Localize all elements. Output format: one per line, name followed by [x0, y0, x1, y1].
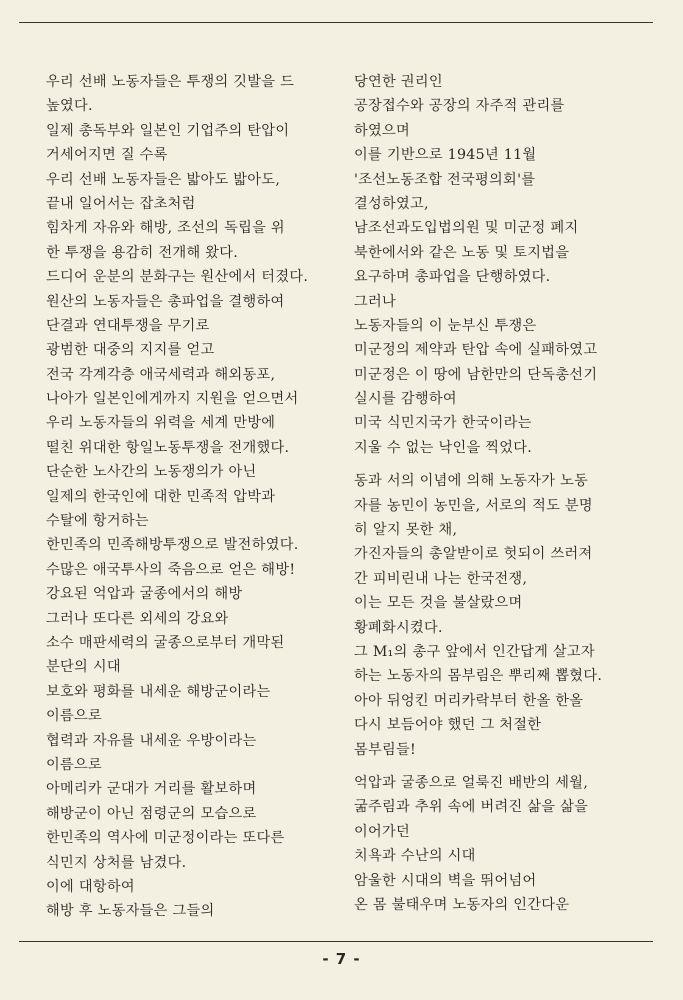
text-line: 수탈에 항거하는: [46, 513, 149, 530]
text-line: 한민족의 민족해방투쟁으로 발전하였다.: [46, 537, 299, 554]
text-line: 몸부림들!: [354, 741, 417, 758]
right-column: [354, 70, 644, 917]
text-line: 아메리카 군대가 거리를 활보하며: [46, 781, 257, 798]
paragraph-gap: [354, 762, 644, 771]
text-line: 우리 선배 노동자들은 밟아도 밟아도,: [46, 171, 281, 188]
text-line: 치욕과 수난의 시대: [354, 848, 476, 865]
text-line: 그러나 또다른 외세의 강요와: [46, 610, 229, 627]
paragraph-gap: [354, 460, 644, 469]
paragraph: [354, 290, 644, 461]
text-line: 단순한 노사간의 노동쟁의가 아닌: [46, 464, 257, 481]
text-line: 수많은 애국투사의 죽음으로 얻은 해방!: [46, 561, 296, 578]
text-line: 남조선과도입법의원 및 미군정 폐지: [354, 220, 579, 237]
text-line: 힘차게 자유와 해방, 조선의 독립을 위: [46, 220, 285, 237]
text-line: 일제의 한국인에 대한 민족적 압박과: [46, 488, 276, 505]
text-line: 강요된 억압과 굴종에서의 해방: [46, 586, 243, 603]
text-line: 보호와 평화를 내세운 해방군이라는: [46, 683, 271, 700]
text-line: 공장접수와 공장의 자주적 관리를: [354, 98, 565, 115]
text-line: 해방군이 아닌 점령군의 모습으로: [46, 805, 257, 822]
text-line: 노동자들의 이 눈부신 투쟁은: [354, 317, 537, 334]
text-line: 원산의 노동자들은 총파업을 결행하여: [46, 293, 285, 310]
paragraph: [354, 469, 644, 762]
text-line: 지울 수 없는 낙인을 찍었다.: [354, 439, 533, 456]
text-line: 드디어 운분의 분화구는 원산에서 터졌다.: [46, 269, 309, 286]
text-line: 실시를 감행하여: [354, 391, 457, 408]
text-line: 미군정은 이 땅에 남한만의 단독총선기: [354, 366, 598, 383]
page-number: - 7 -: [322, 950, 361, 968]
text-line: 암울한 시대의 벽을 뛰어넘어: [354, 872, 537, 889]
text-line: 이는 모든 것을 불살랐으며: [354, 595, 523, 612]
text-line: 한 투쟁을 용감히 전개해 왔다.: [46, 244, 239, 261]
text-line: 이름으로: [46, 708, 103, 725]
text-line: 떨친 위대한 항일노동투쟁을 전개했다.: [46, 439, 290, 456]
text-line: 굶주림과 추위 속에 버려진 삶을 삶을: [354, 799, 589, 816]
text-line: '조선노동조합 전국평의회'를: [354, 171, 536, 188]
text-line: 우리 노동자들의 위력을 세계 만방에: [46, 415, 276, 432]
text-line: 그 M₁의 총구 앞에서 인간답게 살고자: [354, 643, 595, 660]
text-line: 북한에서와 같은 노동 및 토지법을: [354, 244, 570, 261]
text-line: 높였다.: [46, 98, 93, 115]
bottom-rule: [19, 941, 653, 942]
text-line: 당연한 권리인: [354, 74, 443, 90]
text-line: 분단의 시대: [46, 659, 121, 676]
text-line: 결성하였고,: [354, 195, 429, 212]
text-line: 히 알지 못한 채,: [354, 522, 458, 539]
paragraph: [354, 70, 644, 290]
text-line: 일제 총독부와 일본인 기업주의 탄압이: [46, 122, 290, 139]
text-line: 간 피비린내 나는 한국전쟁,: [354, 570, 528, 587]
text-line: 온 몸 불태우며 노동자의 인간다운: [354, 896, 570, 913]
left-column: [46, 70, 334, 924]
text-line: 단결과 연대투쟁을 무기로: [46, 317, 210, 334]
text-line: 광범한 대중의 지지를 얻고: [46, 342, 215, 359]
text-line: 자를 농민이 농민을, 서로의 적도 분명: [354, 497, 593, 514]
text-line: 그러나: [354, 293, 397, 310]
text-line: 해방 후 노동자들은 그들의: [46, 903, 215, 920]
text-line: 거세어지면 질 수록: [46, 147, 168, 164]
text-line: 나아가 일본인에게까지 지원을 얻으면서: [46, 391, 299, 408]
text-line: 전국 각계각층 애국세력과 해외동포,: [46, 366, 276, 383]
text-line: 요구하며 총파업을 단행하였다.: [354, 269, 551, 286]
text-line: 우리 선배 노동자들은 투쟁의 깃발을 드: [46, 74, 295, 90]
text-line: 하는 노동자의 몸부림은 뿌리째 뽑혔다.: [354, 668, 603, 685]
text-line: 이에 대항하여: [46, 878, 135, 895]
text-line: 이어가던: [354, 823, 411, 840]
text-line: 소수 매판세력의 굴종으로부터 개막된: [46, 634, 285, 651]
paragraph: [354, 771, 644, 917]
text-line: 이름으로: [46, 756, 103, 773]
text-line: 식민지 상처를 남겼다.: [46, 854, 187, 871]
text-line: 동과 서의 이념에 의해 노동자가 노동: [354, 473, 589, 490]
text-line: 끝내 일어서는 잡초처럼: [46, 195, 196, 212]
text-line: 황폐화시켰다.: [354, 619, 443, 636]
text-line: 이를 기반으로 1945년 11월: [354, 147, 537, 164]
text-line: 미군정의 제약과 탄압 속에 실패하였고: [354, 342, 598, 359]
text-line: 하였으며: [354, 122, 411, 139]
text-line: 다시 보듬어야 했던 그 처절한: [354, 717, 542, 734]
text-line: 협력과 자유를 내세운 우방이라는: [46, 732, 257, 749]
text-line: 미국 식민지국가 한국이라는: [354, 415, 532, 432]
text-line: 억압과 굴종으로 얼룩진 배반의 세월,: [354, 774, 589, 791]
text-line: 아아 뒤엉킨 머리카락부터 한올 한올: [354, 692, 584, 709]
top-rule: [19, 22, 653, 23]
text-line: 가진자들의 총알받이로 헛되이 쓰러져: [354, 546, 593, 563]
text-line: 한민족의 역사에 미군정이라는 또다른: [46, 830, 285, 847]
